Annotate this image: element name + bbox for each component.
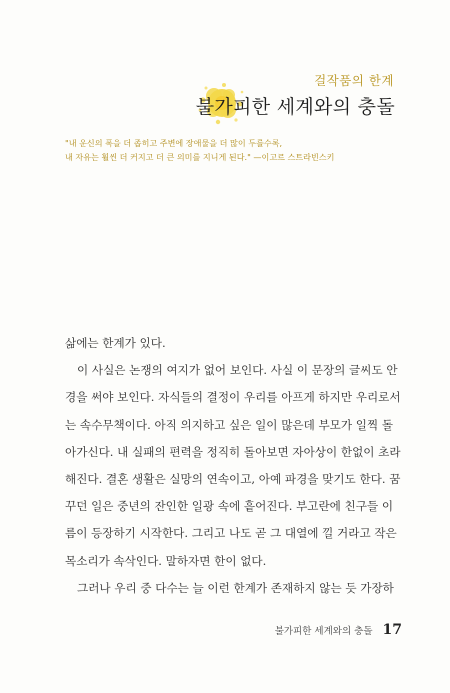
- body-line: 그러나 우리 중 다수는 늘 이런 한계가 존재하지 않는 듯 가장하: [77, 580, 394, 595]
- body-line: 꾸던 일은 중년의 잔인한 일광 속에 흩어진다. 부고란에 친구들 이: [65, 499, 394, 514]
- body-line: 이 사실은 논쟁의 여지가 없어 보인다. 사실 이 문장의 글씨도 안: [77, 363, 398, 378]
- body-line: 름이 등장하기 시작한다. 그리고 나도 곧 그 대열에 낄 거라고 작은: [65, 526, 397, 541]
- body-line: 해진다. 결혼 생활은 실망의 연속이고, 아예 파경을 맞기도 한다. 꿈: [65, 471, 401, 486]
- body-line: 아가신다. 내 실패의 편력을 정직히 돌아보면 자아상이 한없이 초라: [65, 444, 401, 459]
- body-line: 경을 써야 보인다. 자식들의 결정이 우리를 아프게 하지만 우리로서: [65, 390, 401, 405]
- chapter-kicker: 걸작품의 한계: [314, 73, 394, 88]
- body-line: 는 속수무책이다. 아직 의지하고 싶은 일이 많은데 부모가 일찍 돌: [65, 417, 394, 432]
- epigraph-line-2: [65, 150, 405, 164]
- epigraph-line-1: "내 운신의 폭을 더 좁히고 주변에 장애물을 더 많이 두를수록,: [65, 138, 283, 148]
- epigraph-line-2-text: 내 자유는 훨씬 더 커지고 더 큰 의미를 지니게 된다.": [65, 152, 251, 162]
- epigraph: [65, 136, 405, 164]
- body-text: [65, 330, 401, 602]
- body-line: 삶에는 한계가 있다.: [65, 336, 166, 350]
- epigraph-author: —이고르 스트라빈스키: [253, 152, 335, 162]
- running-head: 불가피한 세계와의 충돌: [274, 626, 373, 637]
- chapter-title: 불가피한 세계와의 충돌: [195, 96, 395, 118]
- page-footer: [275, 622, 402, 638]
- body-line: 목소리가 속삭인다. 말하자면 한이 없다.: [65, 553, 267, 568]
- page-number: 17: [382, 622, 402, 638]
